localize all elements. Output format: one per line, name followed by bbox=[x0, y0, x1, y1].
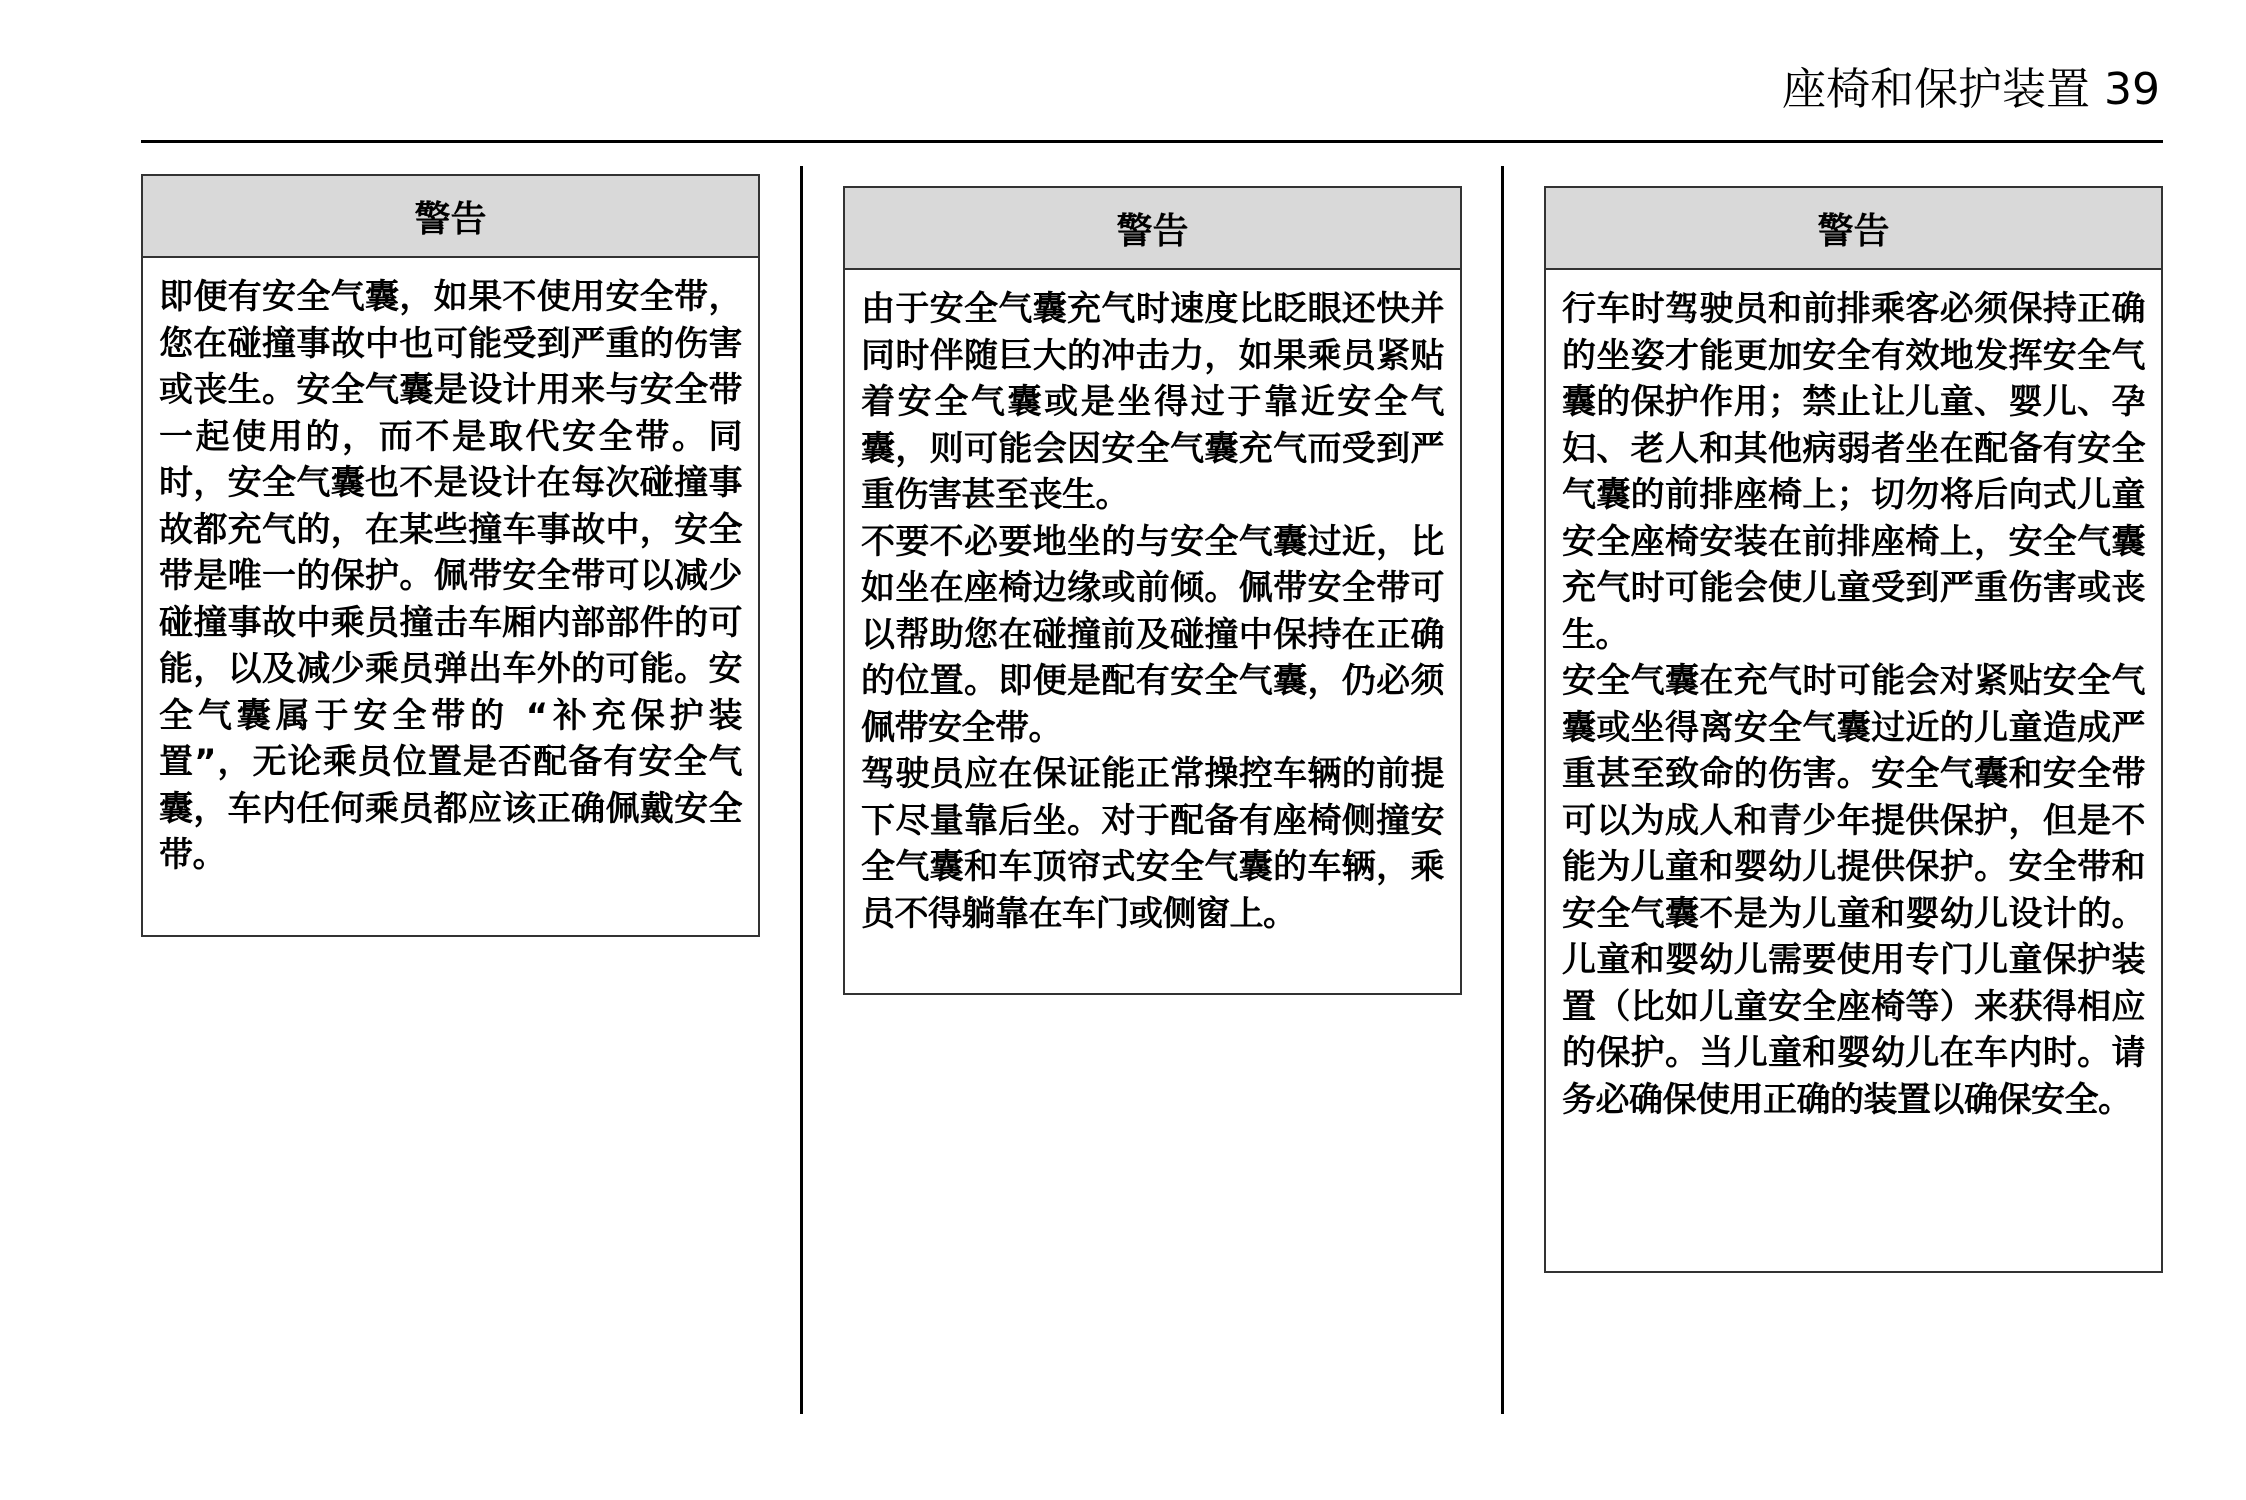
column-divider bbox=[800, 166, 803, 1414]
header-divider bbox=[141, 140, 2163, 143]
warning-box bbox=[141, 174, 760, 937]
page-header-title: 座椅和保护装置 39 bbox=[1782, 64, 2160, 115]
warning-paragraph: 行车时驾驶员和前排乘客必须保持正确的坐姿才能更加安全有效地发挥安全气囊的保护作用；禁止让儿童、婴儿、孕妇、老人和其他病弱者坐在配备有安全气囊的前排座椅上；切勿将后向式儿童安全座椅安装在前排座椅上，安全气囊充气时可能会使儿童受到严重伤害或丧生。 bbox=[1562, 289, 2145, 655]
warning-paragraph: 即便有安全气囊，如果不使用安全带，您在碰撞事故中也可能受到严重的伤害或丧生。安全气囊是设计用来与安全带一起使用的，而不是取代安全带。同时，安全气囊也不是设计在每次碰撞事故都充气的，在某些撞车事故中，安全带是唯一的保护。佩带安全带可以减少碰撞事故中乘员撞击车厢内部部件的可能，以及减少乘员弹出车外的可能。安全气囊属于安全带的 “补充保护装置”，无论乘员位置是否配备有安全气囊，车内任何乘员都应该正确佩戴安全带。 bbox=[159, 277, 742, 875]
warning-box bbox=[843, 186, 1462, 995]
warning-paragraph: 安全气囊在充气时可能会对紧贴安全气囊或坐得离安全气囊过近的儿童造成严重甚至致命的伤害。安全气囊和安全带可以为成人和青少年提供保护，但是不能为儿童和婴幼儿提供保护。安全带和安全气囊不是为儿童和婴幼儿设计的。儿童和婴幼儿需要使用专门儿童保护装置（比如儿童安全座椅等）来获得相应的保护。当儿童和婴幼儿在车内时。请务必确保使用正确的装置以确保安全。 bbox=[1562, 661, 2145, 1120]
warning-body bbox=[1546, 270, 2161, 1123]
warning-body bbox=[143, 258, 758, 879]
warning-title: 警告 bbox=[1546, 188, 2161, 270]
warning-paragraph: 驾驶员应在保证能正常操控车辆的前提下尽量靠后坐。对于配备有座椅侧撞安全气囊和车顶帘式安全气囊的车辆，乘员不得躺靠在车门或侧窗上。 bbox=[861, 754, 1444, 934]
warning-paragraph: 不要不必要地坐的与安全气囊过近，比如坐在座椅边缘或前倾。佩带安全带可以帮助您在碰撞前及碰撞中保持在正确的位置。即便是配有安全气囊，仍必须佩带安全带。 bbox=[861, 521, 1444, 748]
column-divider bbox=[1501, 166, 1504, 1414]
warning-paragraph: 由于安全气囊充气时速度比眨眼还快并同时伴随巨大的冲击力，如果乘员紧贴着安全气囊或是坐得过于靠近安全气囊，则可能会因安全气囊充气而受到严重伤害甚至丧生。 bbox=[861, 289, 1444, 515]
warning-title: 警告 bbox=[845, 188, 1460, 270]
warning-body bbox=[845, 270, 1460, 937]
warning-title: 警告 bbox=[143, 176, 758, 258]
warning-box bbox=[1544, 186, 2163, 1273]
